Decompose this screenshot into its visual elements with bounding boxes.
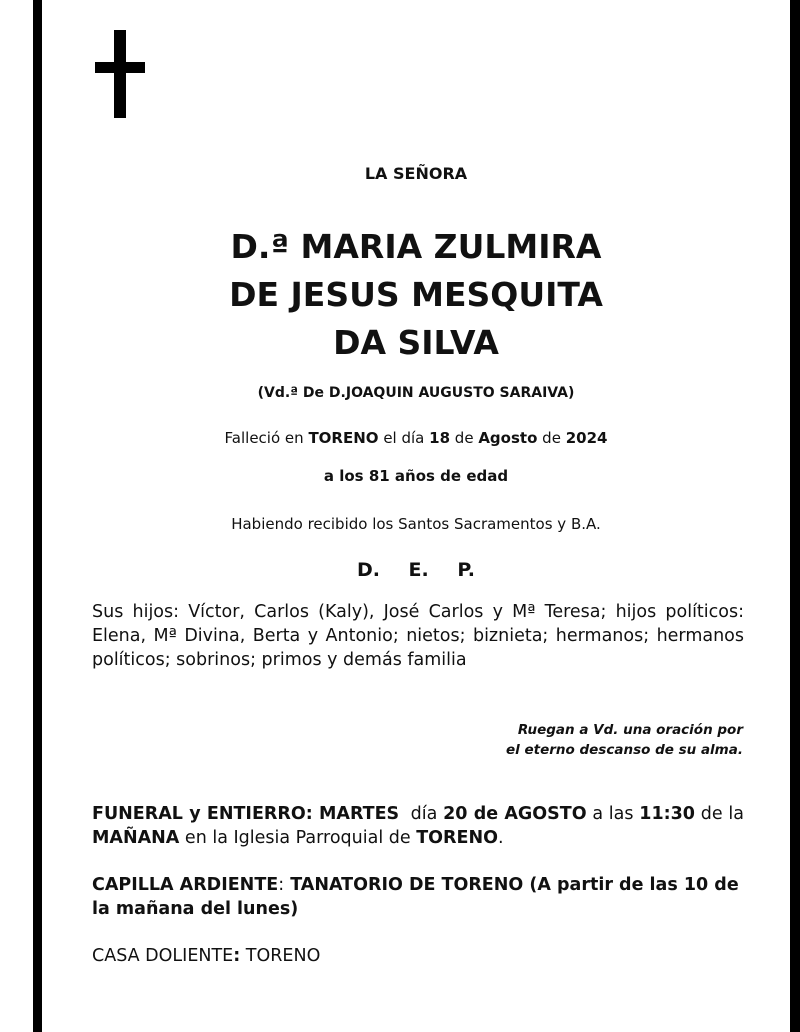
deceased-name-line-2: DE JESUS MESQUITA	[229, 275, 603, 314]
left-border	[33, 0, 42, 1032]
family-text: Sus hijos: Víctor, Carlos (Kaly), José Carlos y Mª Teresa; hijos políticos: Elena, Mª Divina, Berta y Antonio; nietos; biznieta; hermanos; hermanos políticos; sobrinos; primos y demás familia	[92, 602, 744, 670]
age-text: a los 81 años de edad	[323, 467, 509, 485]
prayer-line-2: el eterno descanso de su alma.	[506, 742, 743, 758]
deceased-name-line-3: DA SILVA	[333, 323, 499, 362]
house-info: CASA DOLIENTE: TORENO	[92, 946, 321, 966]
right-border	[790, 0, 800, 1032]
chapel-info: CAPILLA ARDIENTE: TANATORIO DE TORENO (A partir de las 10 de la mañana del lunes)	[92, 875, 739, 919]
funeral-info: FUNERAL y ENTIERRO: MARTES día 20 de AGOSTO a las 11:30 de la MAÑANA en la Iglesia Parroquial de TORENO.	[92, 804, 744, 848]
widow-of: (Vd.ª De D.JOAQUIN AUGUSTO SARAIVA)	[257, 385, 575, 401]
prayer-request	[400, 720, 743, 760]
deceased-name-line-1: D.ª MARIA ZULMIRA	[230, 227, 602, 266]
dep-text: D. E. P.	[356, 559, 476, 581]
death-info: Falleció en TORENO el día 18 de Agosto de 2024	[224, 429, 608, 447]
prayer-line-1: Ruegan a Vd. una oración por	[517, 722, 743, 738]
cross-icon	[95, 30, 145, 120]
intro-label: LA SEÑORA	[364, 164, 468, 183]
sacraments-text: Habiendo recibido los Santos Sacramentos y B.A.	[231, 515, 601, 533]
